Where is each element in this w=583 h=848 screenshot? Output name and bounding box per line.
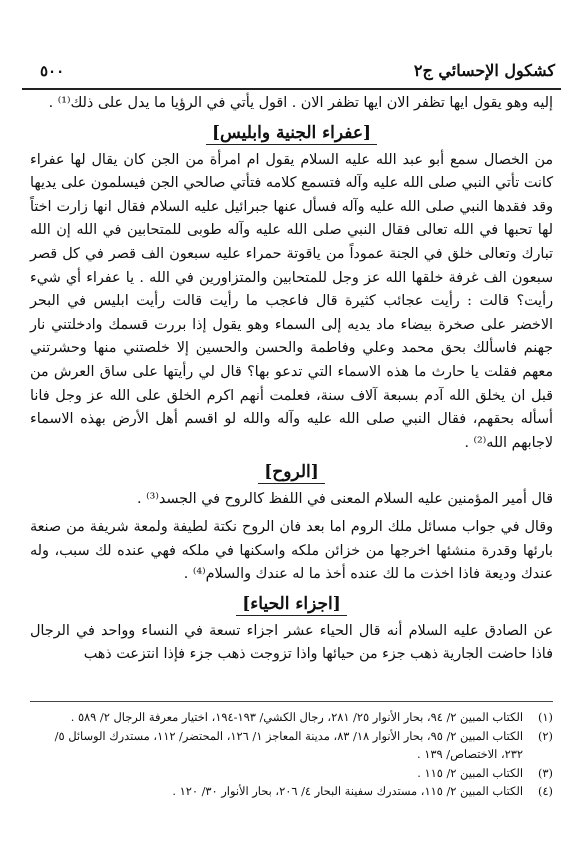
footnote <box>30 764 553 783</box>
section-heading: [الروح] <box>30 460 553 484</box>
paragraph: إليه وهو يقول ايها تظفر الان ايها تظفر الان . اقول يأتي في الرؤيا ما يدل على ذلك⁽¹⁾ . <box>48 95 553 111</box>
main-text <box>30 92 553 667</box>
page-number: ٥٠٠ <box>40 62 65 80</box>
footnote <box>30 782 553 801</box>
footnote-text: الكتاب المبين ٢/ ١١٥ . <box>417 765 523 780</box>
paragraph: قال أمير المؤمنين عليه السلام المعنى في اللفظ كالروح في الجسد⁽³⁾ . <box>136 491 553 508</box>
paragraph: من الخصال سمع أبو عبد الله عليه السلام يقول ام امرأة من الجن كان يقال لها عفراء كانت تأتي النبي صلى الله عليه وآله فتسمع كلامه فتأتي صالحي الجن فيسلمون على يديها وقد فقدها النبي صلى الله عليه وآله فسأل عنها جبرائيل عليه السلام فقال انها زارت اختاً لها تحبها في الله تعالى فقال النبي صلى الله عليه وآله طوبى للمتحابين في الله إن الله تبارك وتعالى خلق في الجنة عموداً من ياقوتة حمراء عليه سبعون الف قصر في كل قصر سبعون الف غرفة خلقها الله عز وجل للمتحابين والمتزاورين في الله . يا عفراء أي شيء رأيت؟ قالت : رأيت عجائب كثيرة قال فاعجب ما رأيت قالت رأيت ابليس في البحر الاخضر على صخرة بيضاء ماد يديه إلى السماء وهو يقول إذا بررت قسمك وادخلتني نار جهنم فاسألك بحق محمد وعلي وفاطمة والحسن والحسين إلا خلصتني منها وحشرتني معهم فقلت يا حارث ما هذه الاسماء التي تدعو بها؟ قال لي رأيتها على ساق العرش من قبل ان يخلق الله آدم بسبعة آلاف سنة، فعلمت أنهم اكرم الخلق على الله عز وجل فانا أسأله بحقهم، فقال النبي صلى الله عليه وآله والله لو اقسم أهل الأرض بهذه الاسماء لاجابهم الله⁽²⁾ . <box>30 151 553 451</box>
footnote-number: (١) <box>537 710 553 724</box>
running-title: كشكول الإحسائي ج٢ <box>413 61 555 80</box>
footnote-separator <box>30 701 553 702</box>
footnote-text: الكتاب المبين ٢/ ٩٤، بحار الأنوار ٢٥/ ٢٨١، رجال الكشي/ ١٩٣-١٩٤، اختيار معرفة الرجال ٢/ ٥٨٩ . <box>70 710 523 724</box>
footnotes <box>30 708 553 801</box>
footnote-number: (٣) <box>537 765 553 780</box>
footnote-text: الكتاب المبين ٢/ ٩٥، بحار الأنوار ١٨/ ٨٣، مدينة المعاجز ١/ ١٢٦، المحتضر/ ١١٢، مستدرك الوسائل ٥/ ٢٣٢، الاختصاص/ ١٣٩ . <box>54 728 523 761</box>
section-heading: [اجزاء الحياء] <box>30 592 553 616</box>
section-heading: [عفراء الجنية وابليس] <box>30 121 553 145</box>
footnote-text: الكتاب المبين ٢/ ١١٥، مستدرك سفينة البحار ٤/ ٢٠٦، بحار الأنوار ٣٠/ ١٢٠ . <box>172 784 523 798</box>
page-header <box>22 58 561 90</box>
footnote-number: (٢) <box>537 728 553 743</box>
footnote <box>30 708 553 727</box>
paragraph: عن الصادق عليه السلام أنه قال الحياء عشر اجزاء تسعة في النساء وواحد في الرجال فاذا حاضت الجارية ذهب جزء من حيائها واذا تزوجت ذهب جزء فإذا انتزعت ذهب <box>30 622 553 663</box>
footnote <box>30 727 553 764</box>
footnote-number: (٤) <box>537 784 553 798</box>
paragraph: وقال في جواب مسائل ملك الروم اما بعد فان الروح نكتة لطيفة ولمعة شريفة من صنعة بارئها وقدرة منشئها اخرجها من خزائن ملكه واسكنها في ملكه فهي عنده لك سبب، وله عندك وديعة فاذا اخذت ما لك عنده أخذ ما له عندك والسلام⁽⁴⁾ . <box>30 518 553 583</box>
